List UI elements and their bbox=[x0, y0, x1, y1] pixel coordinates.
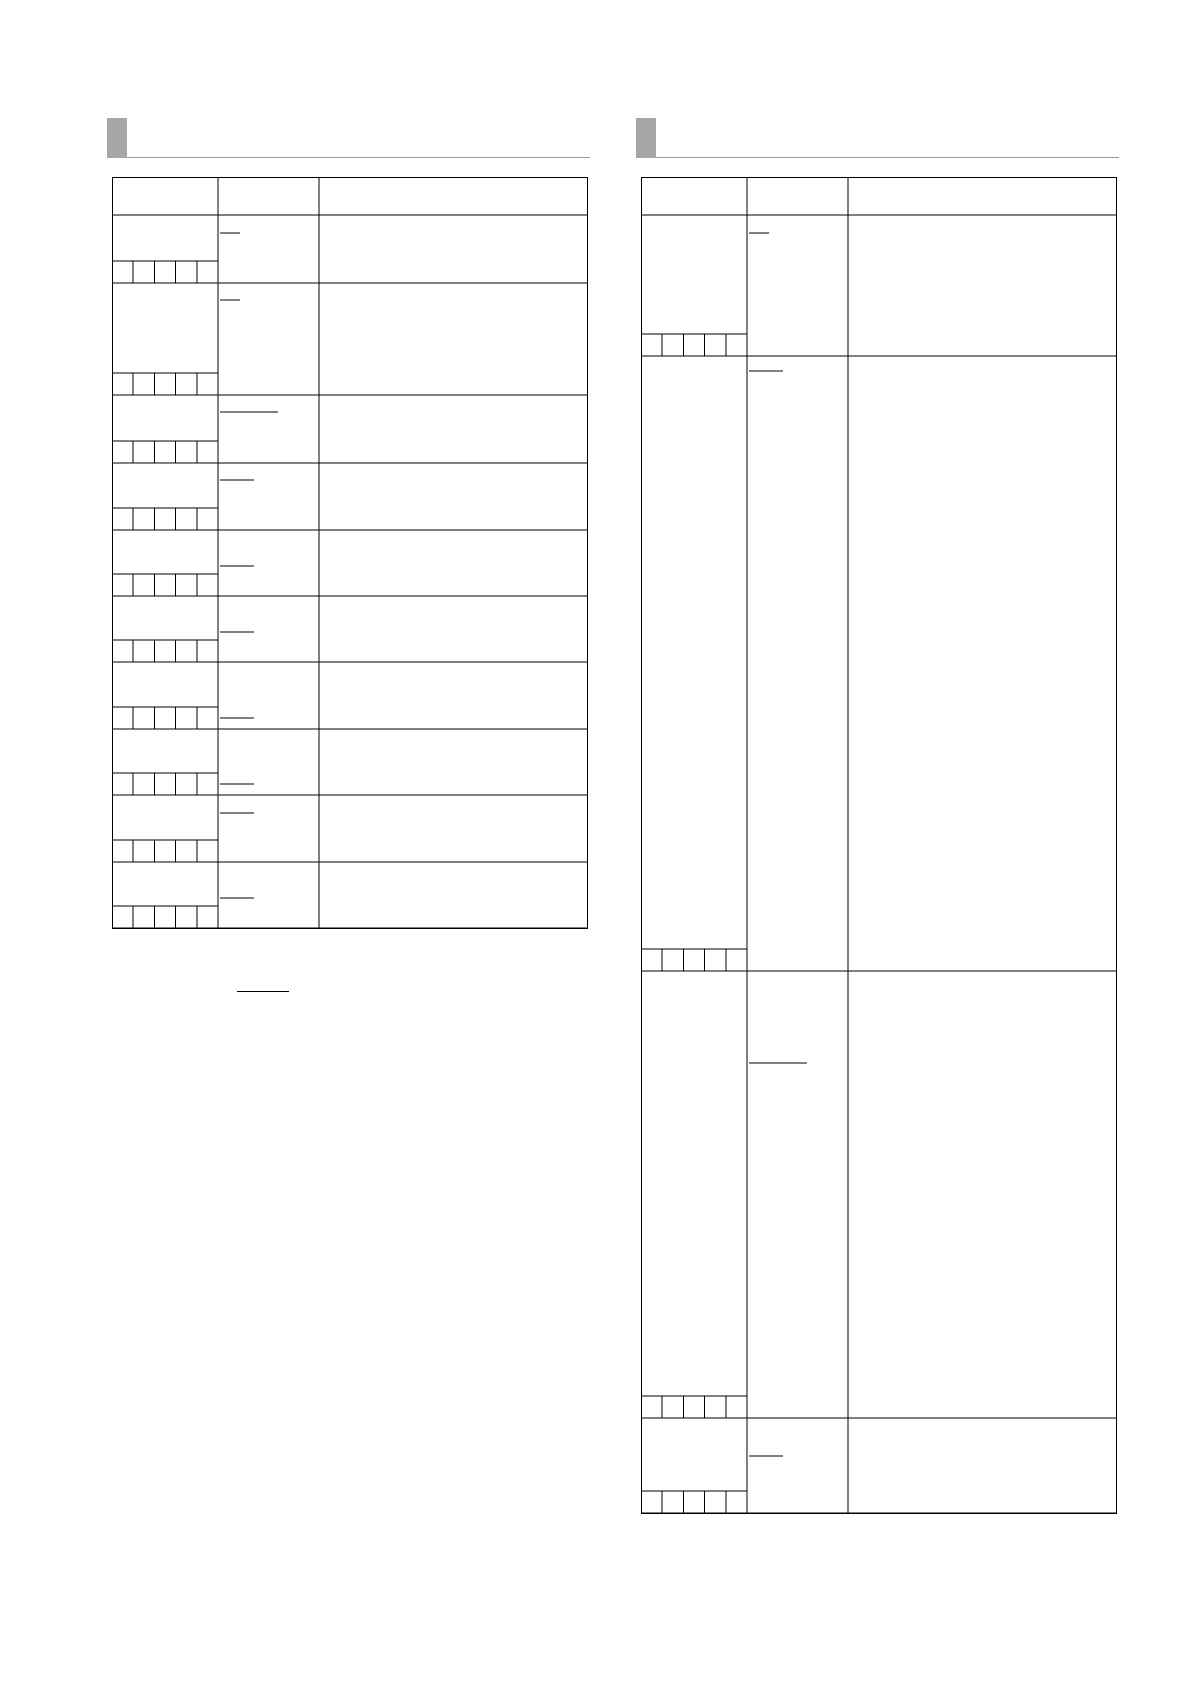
footnote-underline bbox=[237, 991, 289, 992]
table-row bbox=[112, 233, 588, 283]
section-rule bbox=[656, 157, 1119, 158]
right-settings-table bbox=[641, 177, 1117, 1514]
section-rule bbox=[127, 157, 590, 158]
left-section-header bbox=[107, 118, 590, 158]
table-row bbox=[112, 773, 588, 795]
table-row bbox=[112, 898, 588, 928]
section-marker bbox=[107, 118, 127, 158]
left-settings-table bbox=[112, 177, 588, 929]
table-row bbox=[112, 300, 588, 395]
table-border bbox=[113, 178, 588, 929]
table-row bbox=[641, 233, 1117, 356]
section-marker bbox=[636, 118, 656, 158]
table-row bbox=[641, 1456, 1117, 1513]
table-border bbox=[642, 178, 1117, 1514]
table-row bbox=[112, 813, 588, 862]
table-row bbox=[112, 480, 588, 530]
table-row bbox=[112, 566, 588, 596]
right-section-header bbox=[636, 118, 1119, 158]
table-row bbox=[112, 632, 588, 662]
table-row bbox=[641, 1063, 1117, 1418]
table-row bbox=[112, 412, 588, 463]
table-row bbox=[112, 707, 588, 729]
table-row bbox=[641, 371, 1117, 971]
